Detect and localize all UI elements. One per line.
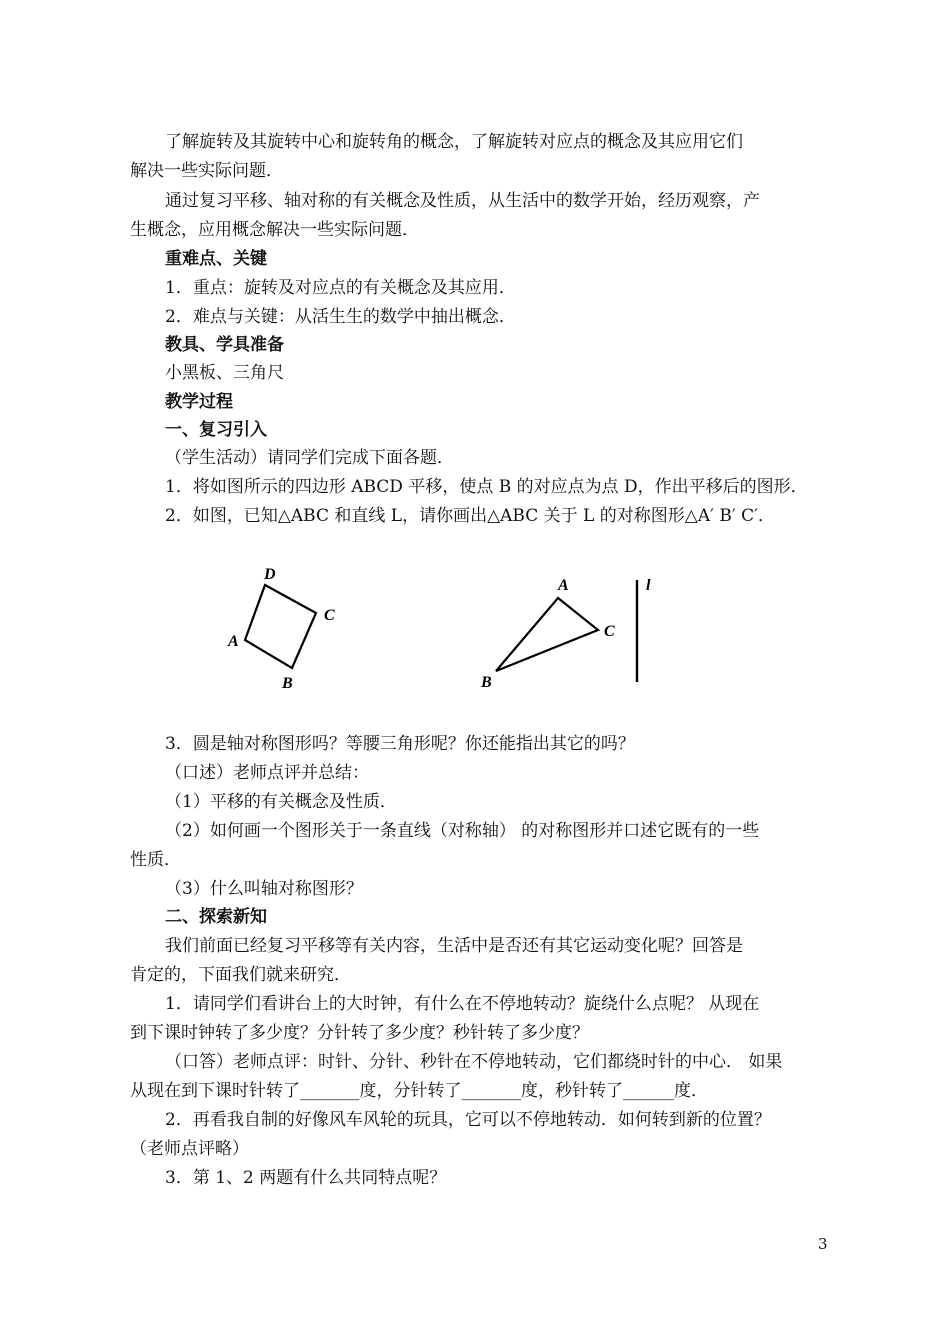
text-line: 性质． (130, 850, 181, 870)
text-line: 从现在到下课时针转了_______度，分针转了_______度，秒针转了______度． (130, 1081, 708, 1101)
section-heading: 二、探索新知 (165, 907, 267, 927)
page-number: 3 (818, 1235, 828, 1253)
triangle-figure (470, 570, 670, 695)
label-l: l (646, 577, 651, 594)
text-line: 1．重点：旋转及对应点的有关概念及其应用． (165, 278, 516, 298)
quadrilateral-shape (245, 585, 316, 668)
text-line: （口述）老师点评并总结： (165, 763, 369, 783)
label-c: C (604, 623, 615, 640)
text-line: 2．难点与关键：从活生生的数学中抽出概念． (165, 307, 516, 327)
label-a: A (228, 633, 239, 650)
label-a: A (558, 577, 569, 594)
text-line: （老师点评略） (130, 1139, 249, 1159)
label-c: C (324, 607, 335, 624)
text-line: （1）平移的有关概念及性质． (165, 792, 397, 812)
section-heading: 一、复习引入 (165, 420, 267, 440)
text-line: 了解旋转及其旋转中心和旋转角的概念，了解旋转对应点的概念及其应用它们 (165, 132, 743, 152)
text-line: （2）如何画一个图形关于一条直线（对称轴） 的对称图形并口述它既有的一些 (165, 821, 760, 841)
text-line: （3）什么叫轴对称图形？ (165, 879, 363, 899)
text-line: 2．再看我自制的好像风车风轮的玩具，它可以不停地转动．如何转到新的位置？ (165, 1110, 771, 1130)
text-line: 小黑板、三角尺 (165, 363, 284, 383)
text-line: 到下课时钟转了多少度？分针转了多少度？秒针转了多少度？ (130, 1023, 589, 1043)
text-line: 3．圆是轴对称图形吗？等腰三角形呢？你还能指出其它的吗？ (165, 734, 635, 754)
text-line: 通过复习平移、轴对称的有关概念及性质，从生活中的数学开始，经历观察，产 (165, 191, 760, 211)
quadrilateral-figure (220, 560, 350, 695)
text-line: 1．将如图所示的四边形 ABCD 平移，使点 B 的对应点为点 D，作出平移后的图形． (165, 477, 808, 497)
label-b: B (481, 674, 492, 691)
section-heading: 教学过程 (165, 392, 233, 412)
text-line: 解决一些实际问题． (130, 161, 283, 181)
text-line: 我们前面已经复习平移等有关内容，生活中是否还有其它运动变化呢？回答是 (165, 936, 743, 956)
text-line: 生概念，应用概念解决一些实际问题． (130, 220, 419, 240)
text-line: 肯定的，下面我们就来研究． (130, 965, 351, 985)
text-line: （口答）老师点评：时针、分针、秒针在不停地转动，它们都绕时针的中心． 如果 (165, 1052, 783, 1072)
section-heading: 教具、学具准备 (165, 335, 284, 355)
text-line: 1．请同学们看讲台上的大时钟，有什么在不停地转动？旋绕什么点呢？ 从现在 (165, 994, 760, 1014)
triangle-shape (496, 598, 598, 671)
label-b: B (282, 675, 293, 692)
text-line: 3．第 1、2 两题有什么共同特点呢？ (165, 1168, 447, 1188)
text-line: （学生活动）请同学们完成下面各题． (165, 448, 454, 468)
label-d: D (264, 566, 276, 583)
text-line: 2．如图，已知△ABC 和直线 L，请你画出△ABC 关于 L 的对称图形△A′ B′ C′． (165, 506, 775, 526)
section-heading: 重难点、关键 (165, 249, 267, 269)
